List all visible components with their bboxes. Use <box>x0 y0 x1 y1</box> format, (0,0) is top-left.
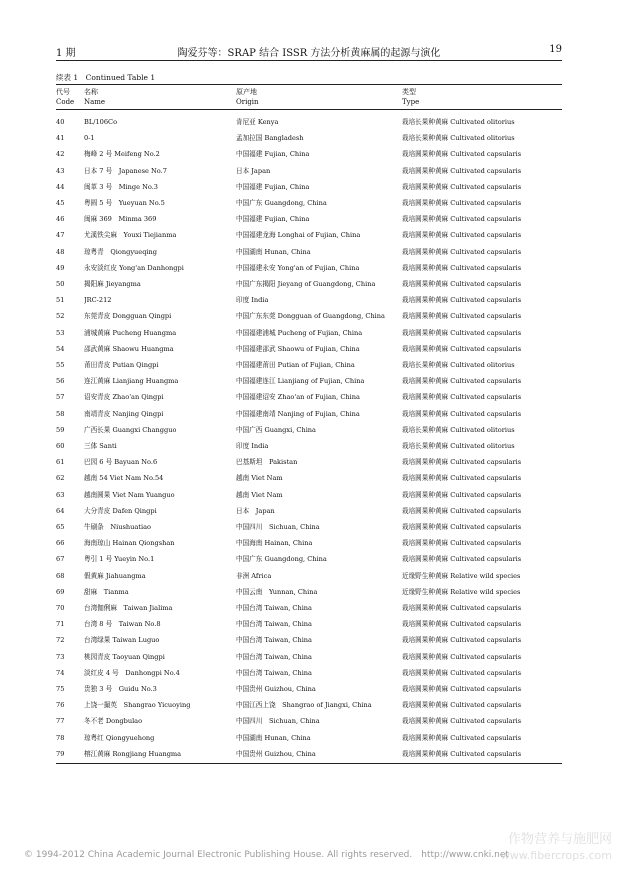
cell-origin: 印度 India <box>236 296 269 305</box>
cell-code: 71 <box>56 620 65 629</box>
cell-type: 栽培圆果种黄麻 Cultivated capsularis <box>402 555 522 564</box>
cell-type: 栽培长果种黄麻 Cultivated olitorius <box>402 118 515 126</box>
cell-name: 台湾 8 号 Taiwan No.8 <box>84 620 161 629</box>
cell-origin: 中国广东东莞 Dongguan of Guangdong, China <box>236 312 385 321</box>
table-row <box>56 227 562 243</box>
cell-type: 栽培长果种黄麻 Cultivated olitorius <box>402 442 515 450</box>
cell-origin: 日本 Japan <box>236 166 271 175</box>
table-row <box>56 470 562 486</box>
cell-code: 44 <box>56 182 65 191</box>
table-body <box>56 110 562 763</box>
table-row <box>56 276 562 292</box>
table-row <box>56 519 562 535</box>
cell-type: 栽培圆果种黄麻 Cultivated capsularis <box>402 393 522 402</box>
header-name: 名称 Name <box>84 88 106 106</box>
cell-name: 粤引 1 号 Yueyin No.1 <box>84 555 155 564</box>
cell-name: 尤溪铁尖麻 Youxi Tiejianma <box>84 231 177 240</box>
cell-code: 75 <box>56 685 65 693</box>
table-row <box>56 341 562 357</box>
cell-type: 栽培圆果种黄麻 Cultivated capsularis <box>402 620 522 629</box>
cell-name: 日本 7 号 Japanese No.7 <box>84 166 167 175</box>
cell-code: 43 <box>56 166 65 175</box>
cell-type: 栽培圆果种黄麻 Cultivated capsularis <box>402 474 522 483</box>
cell-code: 48 <box>56 247 65 256</box>
cell-origin: 中国江西上饶 Shangrao of Jiangxi, China <box>236 701 372 710</box>
table-row <box>56 616 562 632</box>
cell-type: 栽培圆果种黄麻 Cultivated capsularis <box>402 701 522 710</box>
table-row <box>56 438 562 454</box>
cell-name: JRC-212 <box>84 296 112 305</box>
table-row <box>56 697 562 713</box>
cell-type: 近缘野生种黄麻 Relative wild species <box>402 587 521 596</box>
table-row <box>56 730 562 746</box>
table-row <box>56 325 562 341</box>
cell-origin: 中国福建诏安 Zhao'an of Fujian, China <box>236 393 360 402</box>
site-watermark <box>501 832 612 864</box>
table-row <box>56 195 562 211</box>
table-row <box>56 422 562 438</box>
cell-name: 诏安青皮 Zhao'an Qingpi <box>84 393 164 402</box>
cell-origin: 中国广东揭阳 Jieyang of Guangdong, China <box>236 280 376 288</box>
table-row <box>56 406 562 422</box>
cell-code: 59 <box>56 425 65 434</box>
page-number: 19 <box>549 44 562 55</box>
cell-name: 台湾绿果 Taiwan Luguo <box>84 636 160 645</box>
cell-origin: 中国台湾 Taiwan, China <box>236 604 312 612</box>
cell-code: 76 <box>56 701 65 710</box>
cell-code: 78 <box>56 733 65 742</box>
cell-code: 62 <box>56 474 65 483</box>
cell-name: 莆田青皮 Putian Qingpi <box>84 361 159 369</box>
table-row <box>56 389 562 405</box>
cell-code: 45 <box>56 199 65 207</box>
cell-code: 50 <box>56 280 65 288</box>
cell-name: 台湾伽俐麻 Taiwan Jialima <box>84 604 173 612</box>
cell-type: 栽培圆果种黄麻 Cultivated capsularis <box>402 652 522 661</box>
cell-code: 72 <box>56 636 65 645</box>
cell-name: 越南 54 Viet Nam No.54 <box>84 474 164 483</box>
cell-origin: 中国四川 Sichuan, China <box>236 717 320 726</box>
cell-code: 73 <box>56 652 65 661</box>
cell-type: 近缘野生种黄麻 Relative wild species <box>402 571 521 580</box>
watermark-url: www.fibercrops.com <box>500 849 612 862</box>
cell-type: 栽培圆果种黄麻 Cultivated capsularis <box>402 458 522 467</box>
cell-origin: 中国福建浦城 Pucheng of Fujian, China <box>236 328 363 337</box>
cell-name: 假黄麻 Jiahuangma <box>84 571 146 580</box>
copyright-notice: © 1994-2012 China Academic Journal Electronic Publishing House. All rights reserved. http://www.cnki.net <box>24 850 509 860</box>
cell-name: 贵独 3 号 Guidu No.3 <box>84 685 157 693</box>
cell-type: 栽培圆果种黄麻 Cultivated capsularis <box>402 247 522 256</box>
table-row <box>56 260 562 276</box>
cell-origin: 中国福建连江 Lianjiang of Fujian, China <box>236 377 365 386</box>
cell-code: 46 <box>56 215 65 224</box>
table-row <box>56 487 562 503</box>
cell-origin: 中国福建邵武 Shaowu of Fujian, China <box>236 344 360 353</box>
cell-origin: 中国福建南靖 Nanjing of Fujian, China <box>236 409 360 418</box>
cell-name: 淡红皮 4 号 Danhongpi No.4 <box>84 668 180 677</box>
cell-type: 栽培圆果种黄麻 Cultivated capsularis <box>402 685 522 693</box>
cell-type: 栽培圆果种黄麻 Cultivated capsularis <box>402 717 522 726</box>
cell-code: 70 <box>56 604 65 612</box>
cell-type: 栽培圆果种黄麻 Cultivated capsularis <box>402 231 522 240</box>
cell-code: 68 <box>56 571 65 580</box>
cell-name: 闽革 3 号 Minge No.3 <box>84 182 159 191</box>
cell-type: 栽培圆果种黄麻 Cultivated capsularis <box>402 733 522 742</box>
table-row <box>56 179 562 195</box>
cell-name: 上饶一撮英 Shangrao Yicuoying <box>84 701 191 710</box>
cell-type: 栽培圆果种黄麻 Cultivated capsularis <box>402 263 522 272</box>
cell-name: 冬不老 Dongbulao <box>84 717 143 726</box>
cell-origin: 非洲 Africa <box>236 571 272 580</box>
cell-name: 巴园 6 号 Bayuan No.6 <box>84 458 158 467</box>
table-row <box>56 211 562 227</box>
header-code: 代号 Code <box>56 88 75 106</box>
cell-name: 琼粤红 Qiongyuehong <box>84 733 155 742</box>
cell-type: 栽培圆果种黄麻 Cultivated capsularis <box>402 312 522 321</box>
cell-code: 65 <box>56 523 65 531</box>
cell-code: 79 <box>56 749 65 758</box>
cell-name: 梅峰 2 号 Meifeng No.2 <box>84 150 160 159</box>
table-row <box>56 600 562 616</box>
cell-type: 栽培圆果种黄麻 Cultivated capsularis <box>402 199 522 207</box>
table-row <box>56 163 562 179</box>
cell-origin: 中国广东 Guangdong, China <box>236 199 327 207</box>
cell-origin: 中国福建 Fujian, China <box>236 182 310 191</box>
cell-origin: 中国广西 Guangxi, China <box>236 425 316 434</box>
table-row <box>56 713 562 729</box>
cell-type: 栽培圆果种黄麻 Cultivated capsularis <box>402 328 522 337</box>
cell-origin: 孟加拉国 Bangladesh <box>236 134 304 143</box>
cell-type: 栽培圆果种黄麻 Cultivated capsularis <box>402 409 522 418</box>
cell-type: 栽培圆果种黄麻 Cultivated capsularis <box>402 215 522 224</box>
cell-code: 41 <box>56 134 65 143</box>
cell-type: 栽培圆果种黄麻 Cultivated capsularis <box>402 523 522 531</box>
cell-origin: 中国台湾 Taiwan, China <box>236 668 312 677</box>
cell-code: 42 <box>56 150 65 159</box>
cell-origin: 中国台湾 Taiwan, China <box>236 620 312 629</box>
cell-origin: 越南 Viet Nam <box>236 490 283 499</box>
cell-name: 邵武黄麻 Shaowu Huangma <box>84 344 174 353</box>
cell-origin: 肯尼亚 Kenya <box>236 118 279 126</box>
cell-code: 57 <box>56 393 65 402</box>
cell-name: 粤圆 5 号 Yueyuan No.5 <box>84 199 165 207</box>
cell-type: 栽培圆果种黄麻 Cultivated capsularis <box>402 490 522 499</box>
table-row <box>56 551 562 567</box>
cell-code: 55 <box>56 361 65 369</box>
cell-type: 栽培圆果种黄麻 Cultivated capsularis <box>402 280 522 288</box>
cell-type: 栽培圆果种黄麻 Cultivated capsularis <box>402 182 522 191</box>
cell-code: 49 <box>56 263 65 272</box>
cell-code: 60 <box>56 442 65 450</box>
cell-code: 77 <box>56 717 65 726</box>
table-row <box>56 665 562 681</box>
cell-type: 栽培圆果种黄麻 Cultivated capsularis <box>402 166 522 175</box>
cell-origin: 巴基斯坦 Pakistan <box>236 458 298 467</box>
cell-type: 栽培圆果种黄麻 Cultivated capsularis <box>402 296 522 305</box>
cell-origin: 中国云南 Yunnan, China <box>236 587 318 596</box>
cell-code: 52 <box>56 312 65 321</box>
cell-code: 63 <box>56 490 65 499</box>
watermark-title: 作物营养与施肥网 <box>507 832 612 847</box>
cell-type: 栽培圆果种黄麻 Cultivated capsularis <box>402 539 522 548</box>
cell-code: 66 <box>56 539 65 548</box>
cell-origin: 中国福建莆田 Putian of Fujian, China <box>236 361 355 369</box>
cell-name: 浦城黄麻 Pucheng Huangma <box>84 328 177 337</box>
table-row <box>56 454 562 470</box>
cell-type: 栽培圆果种黄麻 Cultivated capsularis <box>402 150 522 159</box>
cell-origin: 中国贵州 Guizhou, China <box>236 685 316 693</box>
table-row <box>56 649 562 665</box>
table-row <box>56 244 562 260</box>
table-row <box>56 114 562 130</box>
table-row <box>56 746 562 762</box>
table-row <box>56 503 562 519</box>
cell-code: 74 <box>56 668 65 677</box>
cell-name: 0-1 <box>84 134 95 143</box>
cell-name: 东莞青皮 Dongguan Qingpi <box>84 312 172 321</box>
cell-type: 栽培圆果种黄麻 Cultivated capsularis <box>402 506 522 515</box>
cell-name: 连江黄麻 Lianjiang Huangma <box>84 377 179 386</box>
cell-type: 栽培长果种黄麻 Cultivated olitorius <box>402 425 515 434</box>
cell-origin: 中国福建龙海 Longhai of Fujian, China <box>236 231 361 240</box>
cell-name: 牛刷条 Niushuatiao <box>84 523 151 531</box>
cell-type: 栽培圆果种黄麻 Cultivated capsularis <box>402 668 522 677</box>
cell-origin: 中国广东 Guangdong, China <box>236 555 327 564</box>
issue-number: 1 期 <box>56 48 76 59</box>
cell-origin: 中国四川 Sichuan, China <box>236 523 320 531</box>
cell-code: 61 <box>56 458 65 467</box>
cell-type: 栽培圆果种黄麻 Cultivated capsularis <box>402 604 522 612</box>
cell-type: 栽培圆果种黄麻 Cultivated capsularis <box>402 344 522 353</box>
cell-name: 揭阳麻 Jieyangma <box>84 280 141 288</box>
table-row <box>56 373 562 389</box>
cell-name: 越南圆果 Viet Nam Yuanguo <box>84 490 175 499</box>
cell-origin: 越南 Viet Nam <box>236 474 283 483</box>
cell-name: 南靖青皮 Nanjing Qingpi <box>84 409 164 418</box>
cell-code: 40 <box>56 118 65 126</box>
cell-code: 69 <box>56 587 65 596</box>
cell-origin: 中国福建 Fujian, China <box>236 215 310 224</box>
cell-name: 大分青皮 Dafen Qingpi <box>84 506 157 515</box>
cell-code: 64 <box>56 506 65 515</box>
table-row <box>56 535 562 551</box>
cell-name: 琼粤青 Qiongyueqing <box>84 247 157 256</box>
table-row <box>56 292 562 308</box>
cell-code: 67 <box>56 555 65 564</box>
cell-origin: 中国贵州 Guizhou, China <box>236 749 316 758</box>
cell-origin: 中国湖南 Hunan, China <box>236 733 311 742</box>
cell-type: 栽培长果种黄麻 Cultivated olitorius <box>402 134 515 143</box>
table-row <box>56 146 562 162</box>
cell-name: 甜麻 Tianma <box>84 587 129 596</box>
header-type: 类型 Type <box>402 88 420 106</box>
cell-name: 永安淡红皮 Yong'an Danhongpi <box>84 263 184 272</box>
cell-type: 栽培圆果种黄麻 Cultivated capsularis <box>402 749 522 758</box>
running-head <box>56 44 562 61</box>
table-row <box>56 632 562 648</box>
cell-code: 56 <box>56 377 65 386</box>
table-row <box>56 130 562 146</box>
cell-origin: 中国台湾 Taiwan, China <box>236 636 312 645</box>
table-header <box>56 85 562 109</box>
table-row <box>56 357 562 373</box>
cell-origin: 中国福建 Fujian, China <box>236 150 310 159</box>
table-row <box>56 681 562 697</box>
cell-name: 闽麻 369 Minma 369 <box>84 215 157 224</box>
table-row <box>56 308 562 324</box>
cell-origin: 中国海南 Hainan, China <box>236 539 313 548</box>
cell-name: 海南琼山 Hainan Qiongshan <box>84 539 175 548</box>
cell-type: 栽培长果种黄麻 Cultivated olitorius <box>402 361 515 369</box>
table-row <box>56 568 562 584</box>
cell-name: 桃园青皮 Taoyuan Qingpi <box>84 652 165 661</box>
table-caption: 续表 1 Continued Table 1 <box>56 73 156 82</box>
cell-name: 榕江黄麻 Rongjiang Huangma <box>84 749 182 758</box>
data-table <box>56 84 562 764</box>
cell-type: 栽培圆果种黄麻 Cultivated capsularis <box>402 377 522 386</box>
cell-origin: 日本 Japan <box>236 506 275 515</box>
header-origin: 原产地 Origin <box>236 88 259 106</box>
cell-code: 54 <box>56 344 65 353</box>
cell-origin: 中国湖南 Hunan, China <box>236 247 311 256</box>
cell-type: 栽培圆果种黄麻 Cultivated capsularis <box>402 636 522 645</box>
cell-name: 广西长果 Guangxi Changguo <box>84 425 177 434</box>
cell-code: 47 <box>56 231 65 240</box>
table-bottom-rule <box>56 763 562 764</box>
cell-code: 58 <box>56 409 65 418</box>
cell-code: 51 <box>56 296 65 305</box>
cell-origin: 中国福建永安 Yong'an of Fujian, China <box>236 263 360 272</box>
cell-code: 53 <box>56 328 65 337</box>
cell-origin: 中国台湾 Taiwan, China <box>236 652 312 661</box>
cell-origin: 印度 India <box>236 442 269 450</box>
running-title: 陶爱芬等：SRAP 结合 ISSR 方法分析黄麻属的起源与演化 <box>177 48 441 59</box>
cell-name: 三体 Santi <box>84 442 117 450</box>
cell-name: BL/106Co <box>84 118 118 126</box>
table-row <box>56 584 562 600</box>
